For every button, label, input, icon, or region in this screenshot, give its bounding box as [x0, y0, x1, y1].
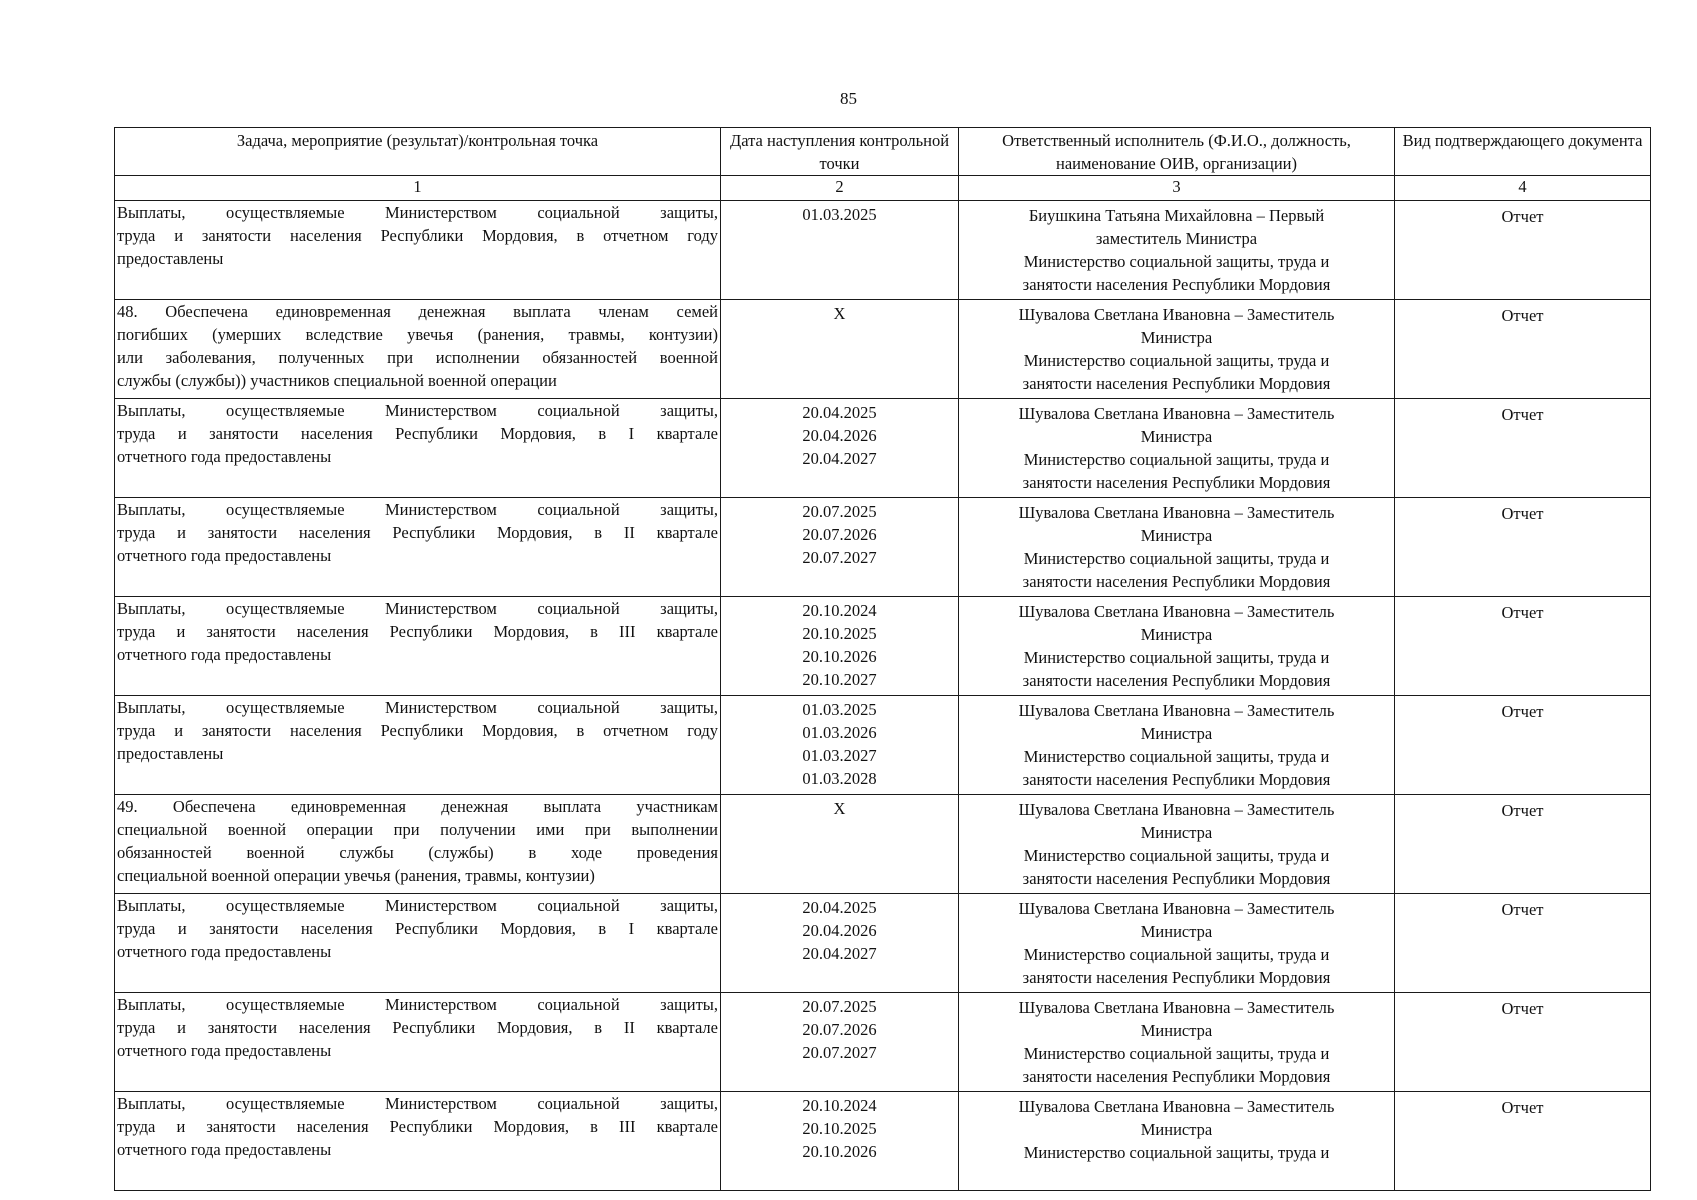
- control-points-table: [114, 127, 1651, 1191]
- task-line: отчетного года предоставлены: [117, 1140, 332, 1159]
- responsible-line: Министра: [1140, 1120, 1213, 1139]
- date-cell: [721, 894, 959, 993]
- task-line: предоставлены: [117, 744, 224, 763]
- date-cell: [721, 795, 959, 894]
- control-date: 20.07.2027: [802, 548, 877, 567]
- responsible-cell: [959, 498, 1395, 597]
- task-line: или заболевания, полученных при исполнении обязанностей военной: [117, 348, 718, 367]
- responsible-line: Шувалова Светлана Ивановна – Заместитель: [1018, 800, 1335, 819]
- control-date: 20.07.2026: [802, 525, 877, 544]
- task-line: Выплаты, осуществляемые Министерством социальной защиты,: [117, 995, 718, 1014]
- task-line: труда и занятости населения Республики Мордовия, в II квартале: [117, 1018, 718, 1037]
- task-line: Выплаты, осуществляемые Министерством социальной защиты,: [117, 500, 718, 519]
- table-row: [115, 399, 1651, 498]
- header-responsible: Ответственный исполнитель (Ф.И.О., должность, наименование ОИВ, организации): [959, 128, 1395, 176]
- responsible-line: Министерство социальной защиты, труда и: [1023, 252, 1330, 271]
- task-line: специальной военной операции увечья (ранения, травмы, контузии): [117, 866, 595, 885]
- responsible-cell: [959, 201, 1395, 300]
- table-row: [115, 201, 1651, 300]
- responsible-line: Министерство социальной защиты, труда и: [1023, 450, 1330, 469]
- control-date: 01.03.2026: [802, 723, 877, 742]
- column-number: 1: [115, 176, 721, 201]
- task-cell: [115, 894, 721, 993]
- doc-type-cell: Отчет: [1395, 795, 1651, 894]
- responsible-cell: [959, 894, 1395, 993]
- control-date: 20.10.2027: [802, 670, 877, 689]
- responsible-line: Министра: [1140, 625, 1213, 644]
- responsible-line: Министерство социальной защиты, труда и: [1023, 549, 1330, 568]
- responsible-line: заместитель Министра: [1095, 229, 1258, 248]
- header-task: Задача, мероприятие (результат)/контрольная точка: [115, 128, 721, 176]
- responsible-line: Министра: [1140, 724, 1213, 743]
- task-line: предоставлены: [117, 249, 224, 268]
- control-date: 20.10.2026: [802, 647, 877, 666]
- control-date: 20.04.2025: [802, 898, 877, 917]
- responsible-line: Шувалова Светлана Ивановна – Заместитель: [1018, 998, 1335, 1017]
- table-row: [115, 795, 1651, 894]
- control-date: 20.10.2025: [802, 624, 877, 643]
- responsible-line: Биушкина Татьяна Михайловна – Первый: [1028, 206, 1325, 225]
- task-line: труда и занятости населения Республики Мордовия, в отчетном году: [117, 226, 718, 245]
- task-line: специальной военной операции при получении ими при выполнении: [117, 820, 718, 839]
- control-date: 20.10.2025: [802, 1119, 877, 1138]
- control-date: 01.03.2025: [802, 205, 877, 224]
- responsible-line: Шувалова Светлана Ивановна – Заместитель: [1018, 1097, 1335, 1116]
- responsible-cell: [959, 300, 1395, 399]
- page-number: 85: [840, 89, 857, 108]
- control-date: X: [833, 799, 846, 818]
- header-doc-type: Вид подтверждающего документа: [1395, 128, 1651, 176]
- doc-type-cell: Отчет: [1395, 201, 1651, 300]
- task-cell: [115, 201, 721, 300]
- task-cell: [115, 498, 721, 597]
- task-cell: [115, 1092, 721, 1191]
- control-date: 20.07.2026: [802, 1020, 877, 1039]
- task-line: Выплаты, осуществляемые Министерством социальной защиты,: [117, 896, 718, 915]
- responsible-line: Министерство социальной защиты, труда и: [1023, 846, 1330, 865]
- table-row: [115, 1092, 1651, 1191]
- table-row: [115, 894, 1651, 993]
- control-date: 20.04.2026: [802, 426, 877, 445]
- table-header-row: [115, 128, 1651, 176]
- responsible-line: Шувалова Светлана Ивановна – Заместитель: [1018, 602, 1335, 621]
- responsible-line: Министра: [1140, 1021, 1213, 1040]
- responsible-line: занятости населения Республики Мордовия: [1022, 374, 1331, 393]
- column-number: 4: [1395, 176, 1651, 201]
- responsible-line: занятости населения Республики Мордовия: [1022, 275, 1331, 294]
- responsible-line: занятости населения Республики Мордовия: [1022, 671, 1331, 690]
- task-line: труда и занятости населения Республики Мордовия, в II квартале: [117, 523, 718, 542]
- responsible-cell: [959, 696, 1395, 795]
- control-date: 20.10.2024: [802, 1096, 877, 1115]
- control-date: 20.10.2026: [802, 1142, 877, 1161]
- task-cell: [115, 597, 721, 696]
- responsible-cell: [959, 399, 1395, 498]
- responsible-line: занятости населения Республики Мордовия: [1022, 968, 1331, 987]
- task-line: Выплаты, осуществляемые Министерством социальной защиты,: [117, 401, 718, 420]
- responsible-line: Министерство социальной защиты, труда и: [1023, 747, 1330, 766]
- responsible-line: Министра: [1140, 526, 1213, 545]
- date-cell: [721, 300, 959, 399]
- table-row: [115, 597, 1651, 696]
- responsible-line: занятости населения Республики Мордовия: [1022, 869, 1331, 888]
- control-date: 20.07.2025: [802, 997, 877, 1016]
- doc-type-cell: Отчет: [1395, 1092, 1651, 1191]
- responsible-line: занятости населения Республики Мордовия: [1022, 770, 1331, 789]
- responsible-line: Шувалова Светлана Ивановна – Заместитель: [1018, 404, 1335, 423]
- column-number: 2: [721, 176, 959, 201]
- responsible-line: Министерство социальной защиты, труда и: [1023, 945, 1330, 964]
- task-line: 49. Обеспечена единовременная денежная выплата участникам: [117, 797, 718, 816]
- task-line: Выплаты, осуществляемые Министерством социальной защиты,: [117, 698, 718, 717]
- responsible-line: Министерство социальной защиты, труда и: [1023, 648, 1330, 667]
- task-line: 48. Обеспечена единовременная денежная выплата членам семей: [117, 302, 718, 321]
- task-line: Выплаты, осуществляемые Министерством социальной защиты,: [117, 599, 718, 618]
- task-line: труда и занятости населения Республики Мордовия, в I квартале: [117, 424, 718, 443]
- responsible-cell: [959, 795, 1395, 894]
- control-date: 01.03.2028: [802, 769, 877, 788]
- control-date: 20.10.2024: [802, 601, 877, 620]
- task-line: труда и занятости населения Республики Мордовия, в I квартале: [117, 919, 718, 938]
- task-line: Выплаты, осуществляемые Министерством социальной защиты,: [117, 203, 718, 222]
- responsible-line: Шувалова Светлана Ивановна – Заместитель: [1018, 503, 1335, 522]
- responsible-line: Министра: [1140, 823, 1213, 842]
- responsible-line: Министра: [1140, 328, 1213, 347]
- task-line: отчетного года предоставлены: [117, 645, 332, 664]
- task-cell: [115, 795, 721, 894]
- control-date: 20.04.2027: [802, 449, 877, 468]
- task-cell: [115, 399, 721, 498]
- column-number-row: [115, 176, 1651, 201]
- responsible-cell: [959, 1092, 1395, 1191]
- table-row: [115, 498, 1651, 597]
- responsible-line: Министра: [1140, 427, 1213, 446]
- task-cell: [115, 300, 721, 399]
- task-line: отчетного года предоставлены: [117, 447, 332, 466]
- control-date: 20.04.2025: [802, 403, 877, 422]
- responsible-line: Министерство социальной защиты, труда и: [1023, 351, 1330, 370]
- task-line: Выплаты, осуществляемые Министерством социальной защиты,: [117, 1094, 718, 1113]
- table-row: [115, 993, 1651, 1092]
- task-line: труда и занятости населения Республики Мордовия, в отчетном году: [117, 721, 718, 740]
- responsible-line: Шувалова Светлана Ивановна – Заместитель: [1018, 305, 1335, 324]
- task-line: отчетного года предоставлены: [117, 942, 332, 961]
- task-cell: [115, 696, 721, 795]
- task-line: погибших (умерших вследствие увечья (ранения, травмы, контузии): [117, 325, 718, 344]
- task-line: службы (службы)) участников специальной военной операции: [117, 371, 557, 390]
- control-date: 20.07.2027: [802, 1043, 877, 1062]
- responsible-line: Министра: [1140, 922, 1213, 941]
- responsible-line: занятости населения Республики Мордовия: [1022, 1067, 1331, 1086]
- control-date: X: [833, 304, 846, 323]
- task-cell: [115, 993, 721, 1092]
- responsible-line: занятости населения Республики Мордовия: [1022, 572, 1331, 591]
- responsible-line: Шувалова Светлана Ивановна – Заместитель: [1018, 899, 1335, 918]
- responsible-line: Министерство социальной защиты, труда и: [1023, 1044, 1330, 1063]
- doc-type-cell: Отчет: [1395, 993, 1651, 1092]
- control-date: 01.03.2027: [802, 746, 877, 765]
- date-cell: [721, 498, 959, 597]
- header-date: Дата наступления контрольной точки: [721, 128, 959, 176]
- responsible-line: Шувалова Светлана Ивановна – Заместитель: [1018, 701, 1335, 720]
- task-line: отчетного года предоставлены: [117, 546, 332, 565]
- control-date: 20.04.2027: [802, 944, 877, 963]
- date-cell: [721, 201, 959, 300]
- date-cell: [721, 399, 959, 498]
- responsible-cell: [959, 597, 1395, 696]
- table-row: [115, 300, 1651, 399]
- doc-type-cell: Отчет: [1395, 894, 1651, 993]
- doc-type-cell: Отчет: [1395, 597, 1651, 696]
- control-date: 20.07.2025: [802, 502, 877, 521]
- task-line: обязанностей военной службы (службы) в ходе проведения: [117, 843, 718, 862]
- responsible-line: Министерство социальной защиты, труда и: [1023, 1143, 1330, 1162]
- task-line: труда и занятости населения Республики Мордовия, в III квартале: [117, 622, 718, 641]
- control-date: 01.03.2025: [802, 700, 877, 719]
- table-row: [115, 696, 1651, 795]
- responsible-cell: [959, 993, 1395, 1092]
- date-cell: [721, 993, 959, 1092]
- doc-type-cell: Отчет: [1395, 696, 1651, 795]
- task-line: труда и занятости населения Республики Мордовия, в III квартале: [117, 1117, 718, 1136]
- date-cell: [721, 1092, 959, 1191]
- date-cell: [721, 597, 959, 696]
- doc-type-cell: Отчет: [1395, 399, 1651, 498]
- doc-type-cell: Отчет: [1395, 300, 1651, 399]
- column-number: 3: [959, 176, 1395, 201]
- control-date: 20.04.2026: [802, 921, 877, 940]
- doc-type-cell: Отчет: [1395, 498, 1651, 597]
- date-cell: [721, 696, 959, 795]
- responsible-line: занятости населения Республики Мордовия: [1022, 473, 1331, 492]
- task-line: отчетного года предоставлены: [117, 1041, 332, 1060]
